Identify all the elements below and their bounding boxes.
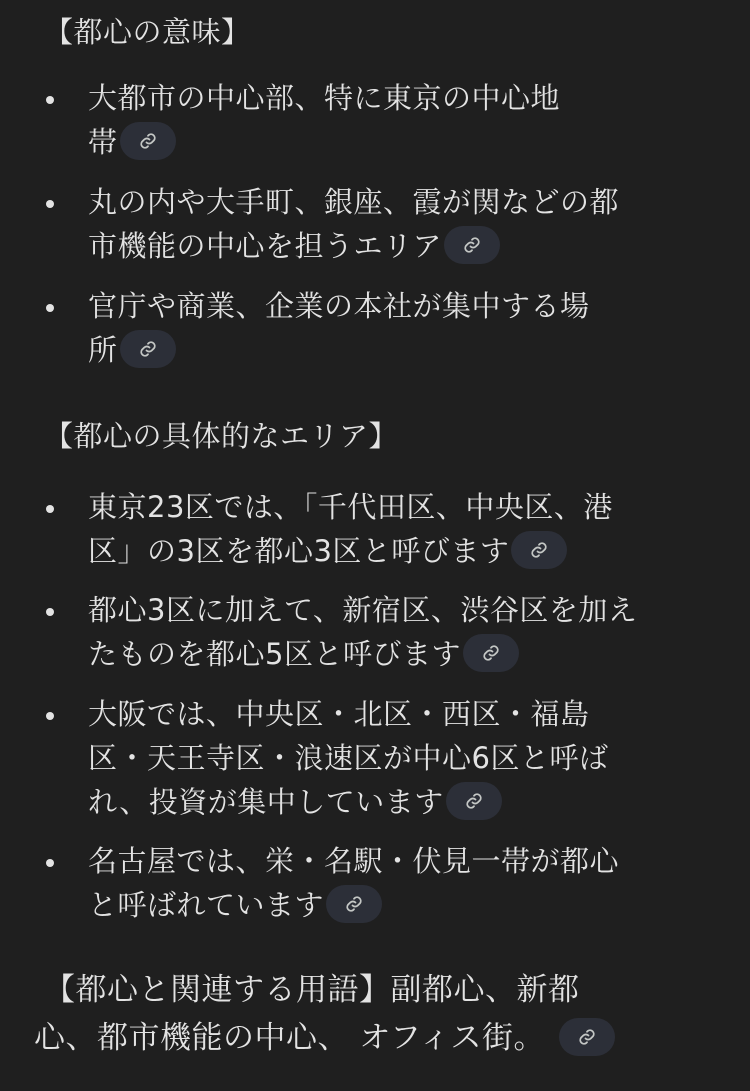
bullet <box>46 505 54 513</box>
link-icon <box>463 236 481 254</box>
list-item-text: 名古屋では、栄・名駅・伏見一帯が都心 と呼ばれています <box>88 844 620 922</box>
link-icon <box>139 132 157 150</box>
source-link-chip[interactable] <box>120 330 176 368</box>
section-heading-meaning: 【都心の意味】 <box>44 15 251 49</box>
link-icon <box>139 340 157 358</box>
source-link-chip[interactable] <box>446 782 502 820</box>
list-item-text: 都心3区に加えて、新宿区、渋谷区を加え たものを都心5区と呼びます <box>88 593 638 671</box>
link-icon <box>578 1028 596 1046</box>
list-item-text: 官庁や商業、企業の本社が集中する場 所 <box>88 289 590 367</box>
related-terms-paragraph: 【都心と関連する用語】副都心、新都 心、都市機能の中心、 オフィス街。 <box>34 966 734 1062</box>
link-icon <box>465 792 483 810</box>
source-link-chip[interactable] <box>326 885 382 923</box>
source-link-chip[interactable] <box>511 531 567 569</box>
source-link-chip[interactable] <box>463 634 519 672</box>
bullet <box>46 304 54 312</box>
bullet <box>46 712 54 720</box>
link-icon <box>530 541 548 559</box>
list-item-text: 大都市の中心部、特に東京の中心地 帯 <box>88 81 561 159</box>
source-link-chip[interactable] <box>444 226 500 264</box>
list-item-text: 丸の内や大手町、銀座、霞が関などの都 市機能の中心を担うエリア <box>88 185 620 263</box>
source-link-chip[interactable] <box>120 122 176 160</box>
source-link-chip[interactable] <box>559 1018 615 1056</box>
bullet <box>46 200 54 208</box>
bullet <box>46 96 54 104</box>
bullet <box>46 859 54 867</box>
link-icon <box>482 644 500 662</box>
list-item-text: 東京23区では、「千代田区、中央区、港 区」の3区を都心3区と呼びます <box>88 490 613 568</box>
list-item-text: 大阪では、中央区・北区・西区・福島 区・天王寺区・浪速区が中心6区と呼ば れ、投資が集中しています <box>88 697 609 819</box>
section-heading-areas: 【都心の具体的なエリア】 <box>44 419 399 453</box>
bullet <box>46 608 54 616</box>
link-icon <box>345 895 363 913</box>
